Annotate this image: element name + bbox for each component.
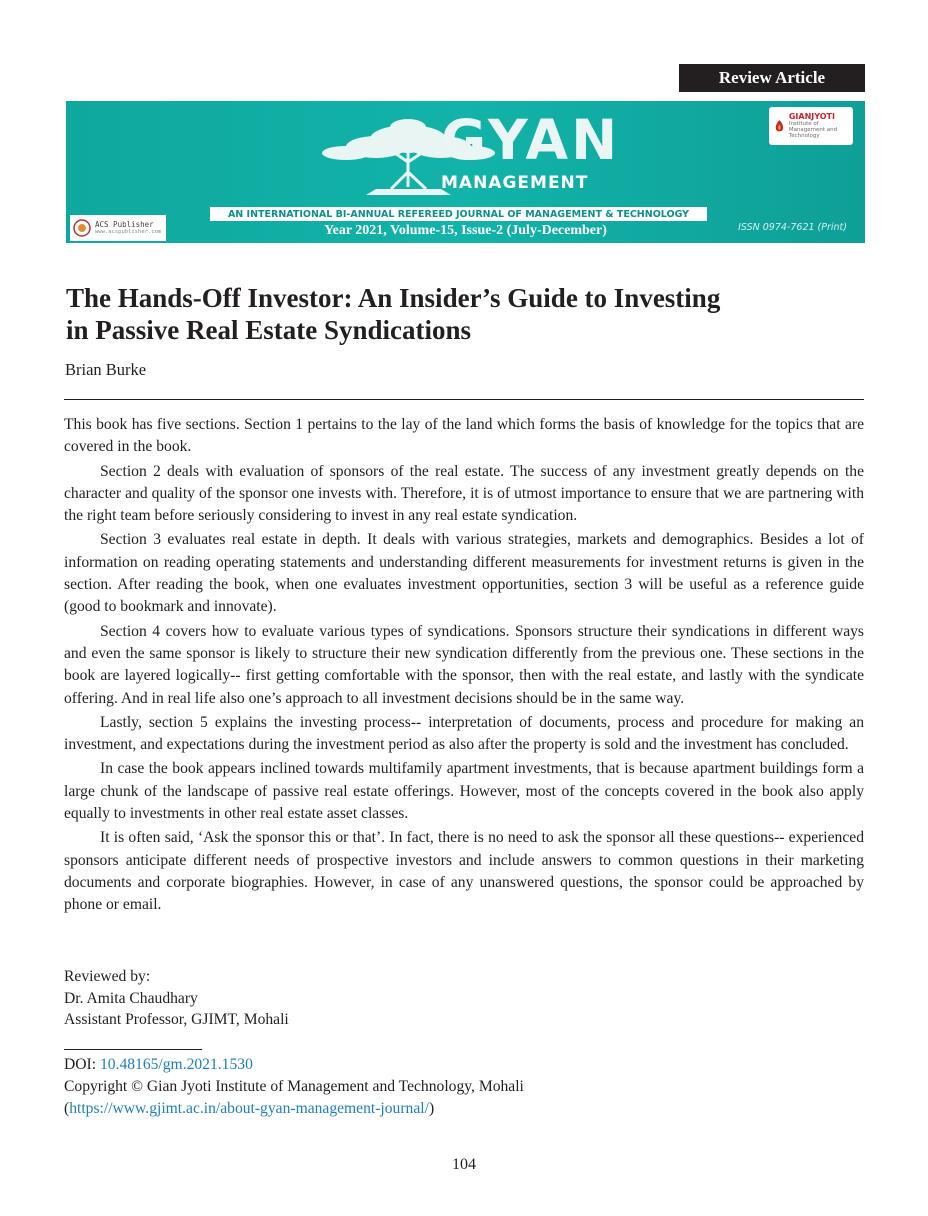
paragraph: Section 3 evaluates real estate in depth. It deals with various strategies, markets and demographics. Besides a lot of information on reading operating statements and understanding different measurements for investment returns is given in the section. After reading the book, when one evaluates investment opportunities, section 3 will be useful as a reference guide (good to bookmark and innovate).: [64, 531, 864, 616]
article-type-badge: Review Article: [679, 64, 865, 92]
article-body: [64, 414, 864, 919]
paragraph: Section 4 covers how to evaluate various types of syndications. Sponsors structure their syndications in different ways and even the same sponsor is likely to structure their new syndication differently from the previous one. These sections in the book are layered logically-- first getting comfortable with the sponsor, then with the real estate, and lastly with the syndicate offering. And in real life also one’s approach to all investment decisions should be in the same way.: [64, 622, 864, 707]
doi-label: DOI:: [64, 1056, 100, 1073]
publisher-seal-icon: [73, 219, 91, 237]
journal-subname: MANAGEMENT: [441, 173, 589, 193]
publisher-name: ACS Publisher: [95, 220, 154, 230]
paragraph: In case the book appears inclined towards multifamily apartment investments, that is because apartment buildings form a large chunk of the landscape of passive real estate offerings. However, most of the concepts covered in the book also apply equally to investments in other real estate asset classes.: [64, 760, 864, 823]
institute-logo: [769, 107, 853, 145]
page-number: 104: [452, 1156, 476, 1173]
url-close-paren: ): [428, 1100, 435, 1117]
issn: ISSN 0974-7621 (Print): [738, 222, 847, 233]
paragraph: This book has five sections. Section 1 pertains to the lay of the land which forms the basis of knowledge for the topics that are covered in the book.: [64, 416, 864, 456]
paragraph: Lastly, section 5 explains the investing process-- interpretation of documents, process and procedure for making an investment, and expectations during the investment period as also after the property is sold and the investment has concluded.: [64, 713, 864, 754]
url-open-paren: (: [64, 1100, 70, 1117]
paragraph: It is often said, ‘Ask the sponsor this or that’. In fact, there is no need to ask the sponsor all these questions-- experienced sponsors anticipate different needs of prospective investors and include answers to common questions in their marketing documents and corporate biographies. However, in case of any unanswered questions, the sponsor could be approached by phone or email.: [64, 829, 864, 914]
institute-logo-text: GIANJYOTI: [788, 111, 835, 121]
publisher-url: www.acspublisher.com: [95, 229, 162, 236]
author: Brian Burke: [65, 360, 147, 379]
journal-name: GYAN: [441, 108, 621, 172]
journal-banner: [66, 101, 865, 243]
flame-icon: [773, 113, 786, 139]
article-title-line-1: The Hands-Off Investor: An Insider’s Guide to Investing: [66, 283, 721, 313]
reviewer-position: Assistant Professor, GJIMT, Mohali: [64, 1011, 289, 1028]
doi-link[interactable]: 10.48165/gm.2021.1530: [99, 1056, 253, 1073]
journal-description: AN INTERNATIONAL BI-ANNUAL REFEREED JOURNAL OF MANAGEMENT & TECHNOLOGY: [210, 207, 707, 221]
article-title: [66, 282, 826, 346]
publisher-logo: [70, 215, 166, 241]
institute-logo-subtext: Institute of Management and Technology: [788, 121, 838, 140]
reviewer-block: [64, 966, 289, 1031]
footnote-divider: [64, 1049, 202, 1050]
paragraph: Section 2 deals with evaluation of sponsors of the real estate. The success of any investment greatly depends on the character and quality of the sponsor one invests with. Therefore, it is of utmost importance to ensure that we are partnering with the right team before seriously considering to invest in any real estate syndication.: [64, 462, 864, 525]
url-line: [64, 1098, 524, 1120]
footer: [64, 1054, 524, 1120]
journal-url-link[interactable]: https://www.gjimt.ac.in/about-gyan-management-journal/: [69, 1100, 429, 1117]
reviewer-name: Dr. Amita Chaudhary: [64, 989, 198, 1007]
copyright: Copyright © Gian Jyoti Institute of Management and Technology, Mohali: [64, 1078, 524, 1095]
issue-info: Year 2021, Volume-15, Issue-2 (July-December): [324, 223, 607, 238]
reviewed-by-label: Reviewed by:: [64, 968, 151, 985]
divider: [64, 399, 864, 400]
doi-line: [64, 1054, 524, 1076]
article-title-line-2: in Passive Real Estate Syndications: [66, 315, 472, 345]
